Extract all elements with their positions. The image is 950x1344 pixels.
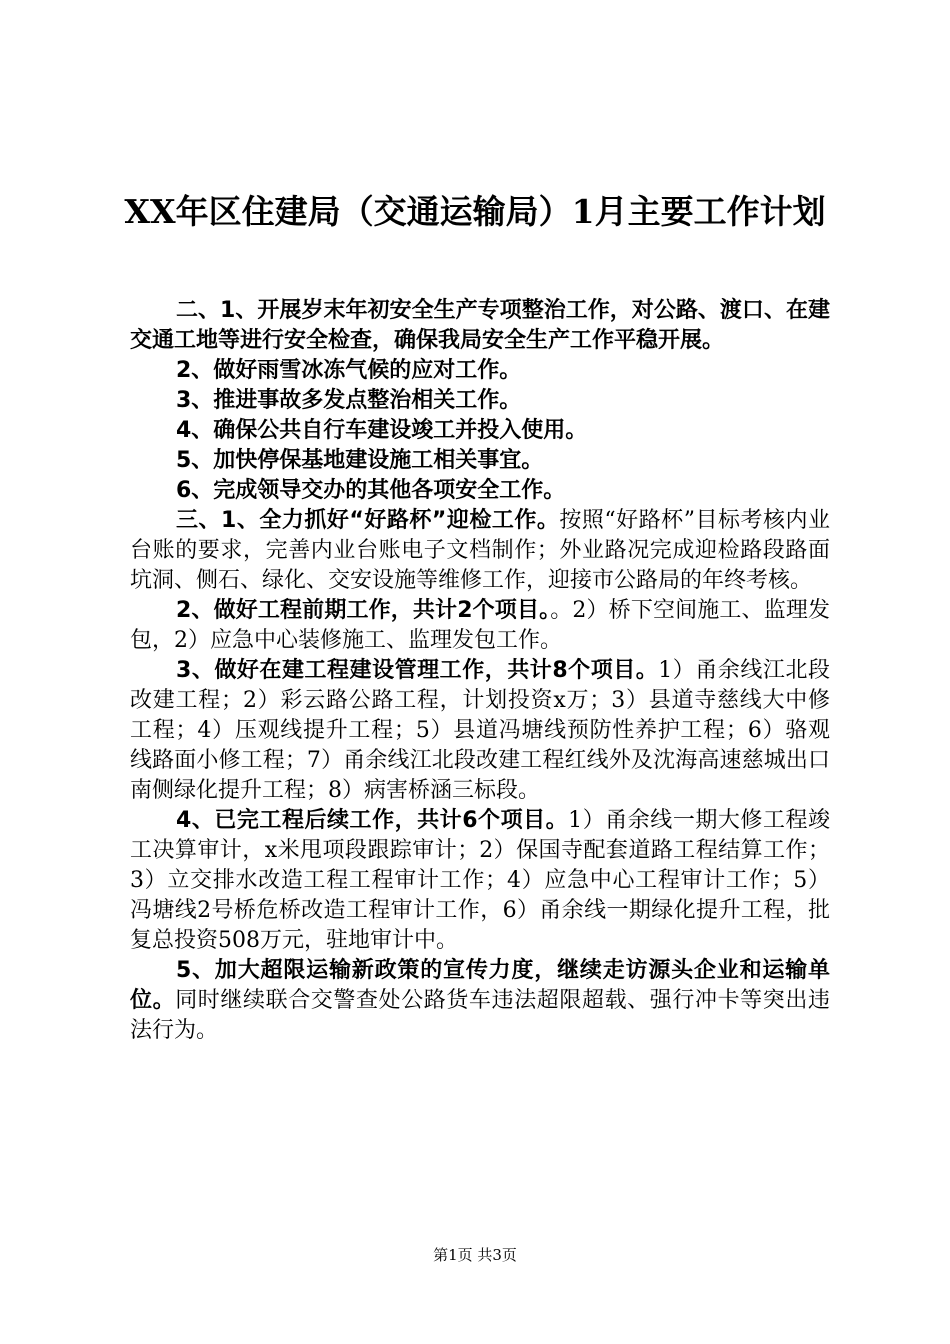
paragraph-lead: 5、加大超限运输新政策的宣传力度，继续走访源头企业和运输单位。 [130,958,830,1013]
paragraph [130,956,830,1046]
paragraph [130,386,830,416]
paragraph-body: 1）甬余线一期大修工程竣工决算审计，x米甩项段跟踪审计；2）保国寺配套道路工程结算工作；3）立交排水改造工程工程审计工作；4）应急中心工程审计工作；5）冯塘线2号桥危桥改造工程审计工作，6）甬余线一期绿化提升工程，批复总投资508万元，驻地审计中。 [130,808,831,953]
document-body [130,296,830,1046]
paragraph-body: 1）甬余线江北段改建工程；2）彩云路公路工程，计划投资x万；3）县道寺慈线大中修工程；4）压观线提升工程；5）县道冯塘线预防性养护工程；6）骆观线路面小修工程；7）甬余线江北段改建工程红线外及沈海高速慈城出口南侧绿化提升工程；8）病害桥涵三标段。 [130,658,830,803]
document-title: XX年区住建局（交通运输局）1月主要工作计划 [124,192,826,231]
paragraph [130,446,830,476]
paragraph [130,356,830,386]
paragraph-body: 按照“好路杯”目标考核内业台账的要求，完善内业台账电子文档制作；外业路况完成迎检路段路面坑洞、侧石、绿化、交安设施等维修工作，迎接市公路局的年终考核。 [130,508,830,593]
paragraph [130,656,830,806]
paragraph-lead: 4、已完工程后续工作，共计6个项目。 [176,808,569,833]
page-number-footer: 第1页 共3页 [433,1246,517,1264]
paragraph-body: 。2）桥下空间施工、监理发包，2）应急中心装修施工、监理发包工作。 [130,598,830,653]
paragraph-lead: 5、加快停保基地建设施工相关事宜。 [176,448,544,473]
paragraph-lead: 3、推进事故多发点整治相关工作。 [176,388,522,413]
paragraph-lead: 二、1、开展岁末年初安全生产专项整治工作，对公路、渡口、在建交通工地等进行安全检查，确保我局安全生产工作平稳开展。 [130,298,830,353]
paragraph [130,506,830,596]
paragraph-lead: 2、做好雨雪冰冻气候的应对工作。 [176,358,522,383]
paragraph [130,806,830,956]
paragraph-lead: 3、做好在建工程建设管理工作，共计8个项目。 [176,658,659,683]
paragraph-lead: 4、确保公共自行车建设竣工并投入使用。 [176,418,588,443]
paragraph [130,476,830,506]
paragraph [130,416,830,446]
paragraph-lead: 三、1、全力抓好“好路杯”迎检工作。 [176,508,560,533]
paragraph [130,296,830,356]
paragraph-lead: 6、完成领导交办的其他各项安全工作。 [176,478,566,503]
paragraph [130,596,830,656]
paragraph-body: 同时继续联合交警查处公路货车违法超限超载、强行冲卡等突出违法行为。 [130,988,830,1043]
paragraph-lead: 2、做好工程前期工作，共计2个项目。 [176,598,551,623]
